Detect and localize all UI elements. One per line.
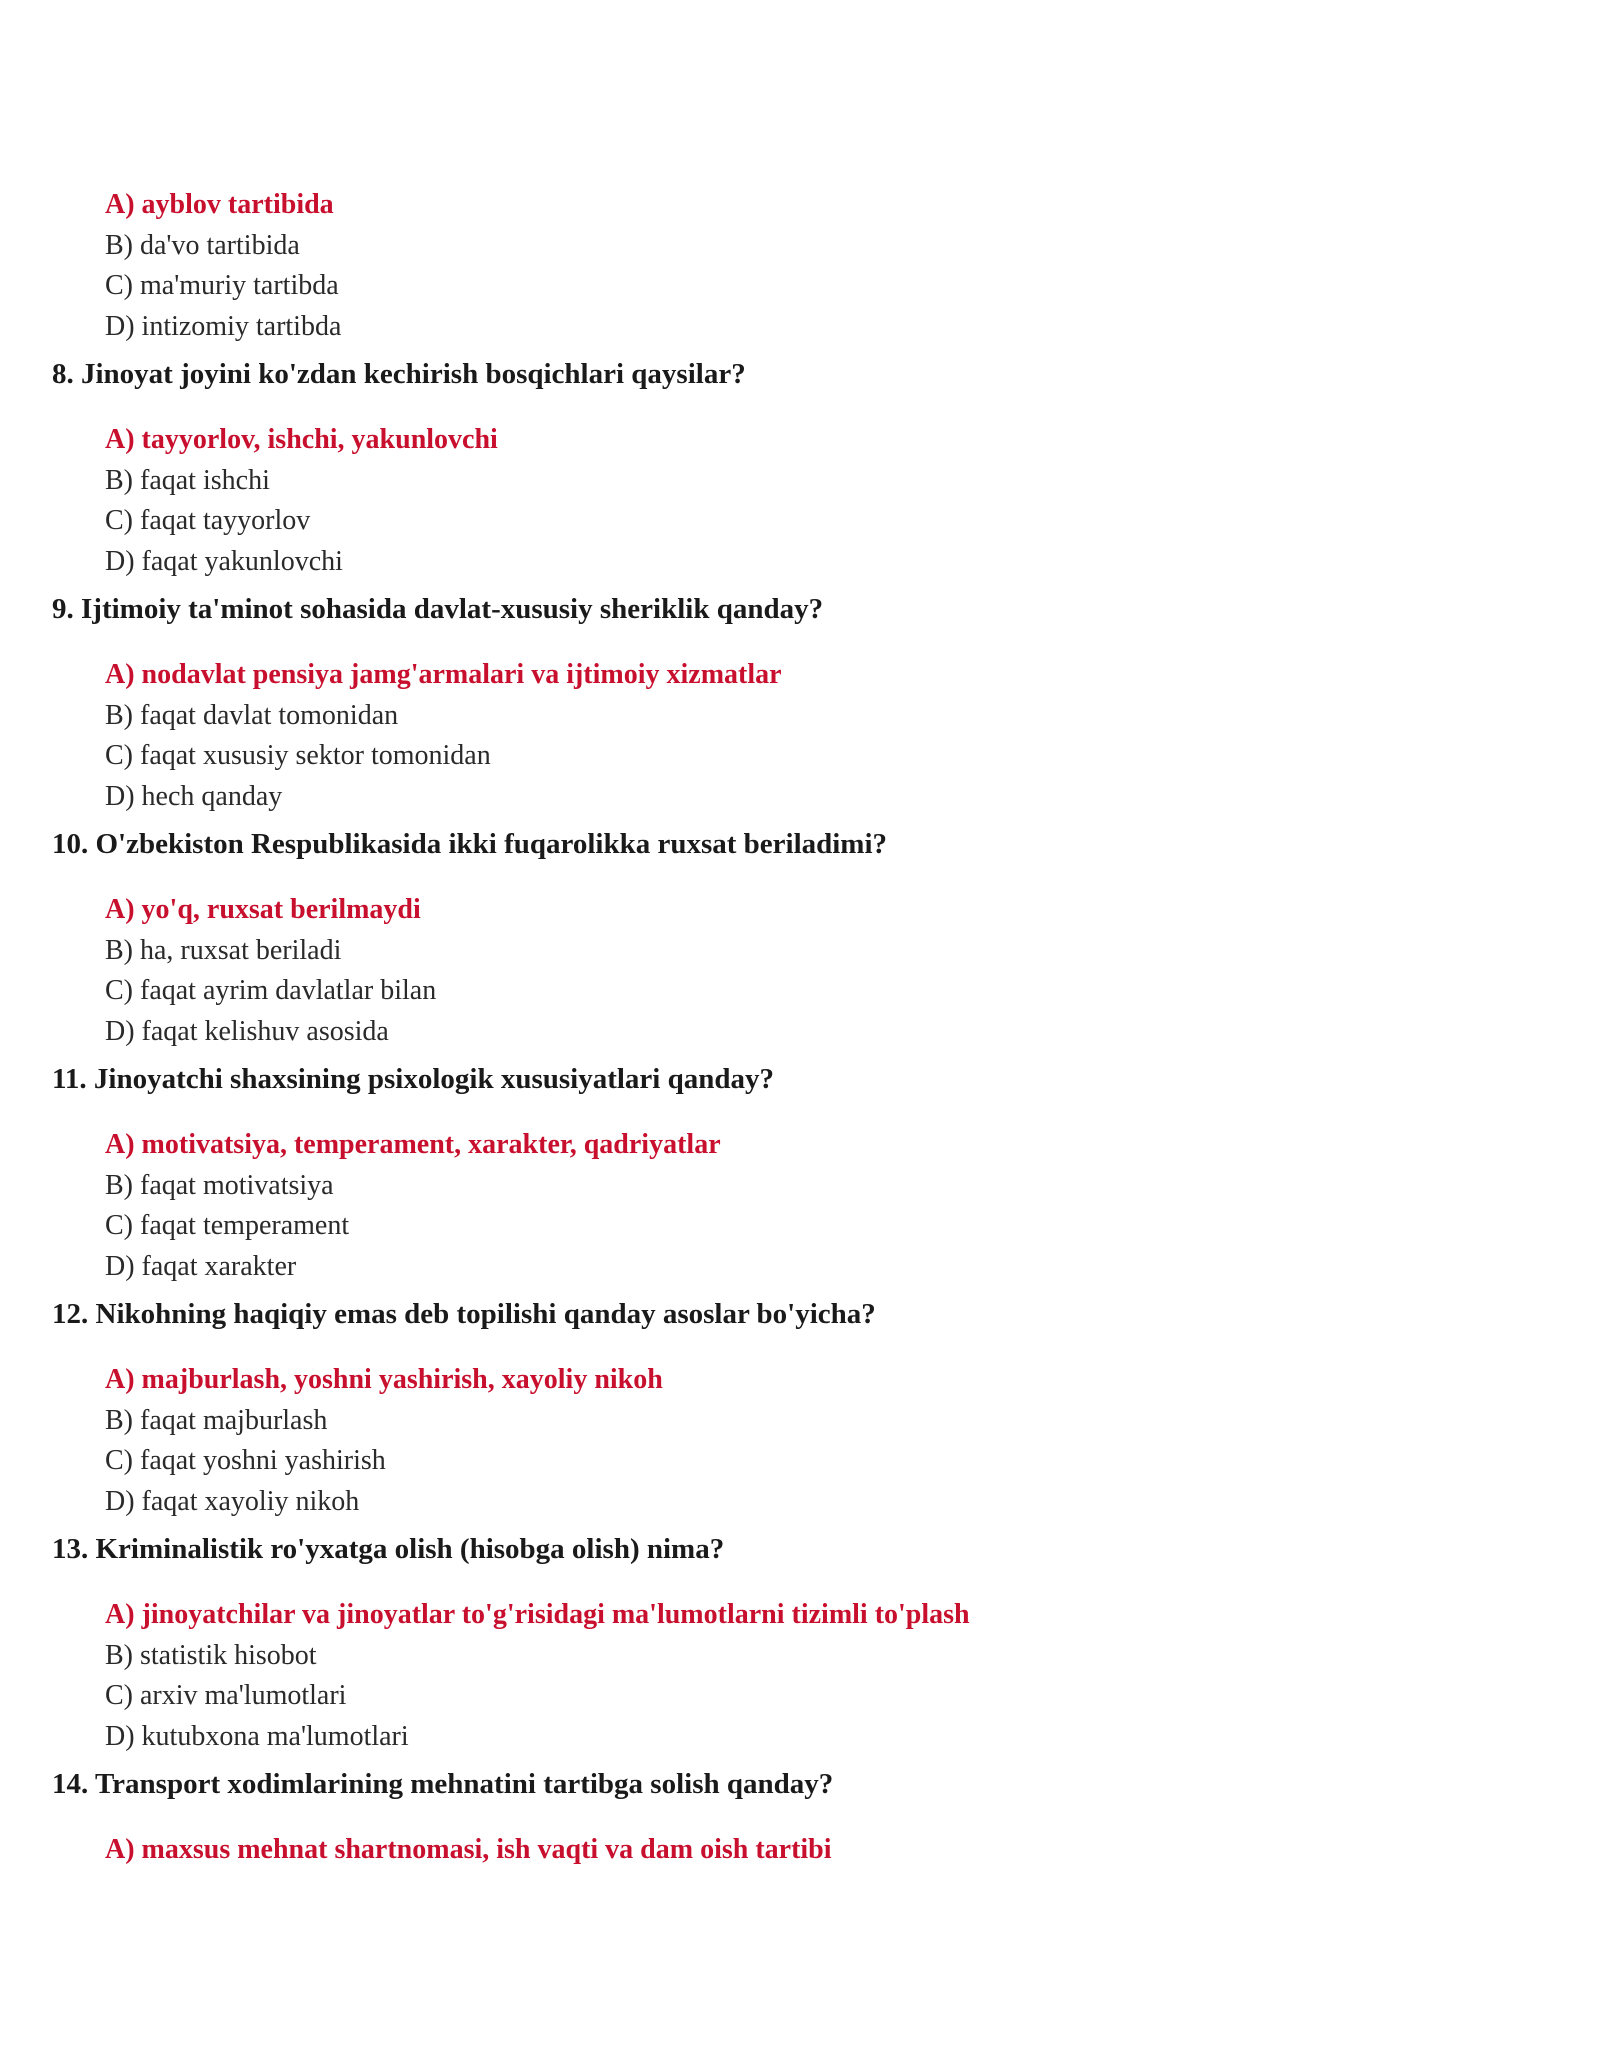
- option-correct: A) tayyorlov, ishchi, yakunlovchi: [105, 424, 498, 455]
- option: D) faqat yakunlovchi: [105, 546, 343, 577]
- option: C) faqat xususiy sektor tomonidan: [105, 740, 491, 771]
- option-correct: A) jinoyatchilar va jinoyatlar to'g'risidagi ma'lumotlarni tizimli to'plash: [105, 1599, 970, 1630]
- option: B) da'vo tartibida: [105, 230, 300, 261]
- option: C) arxiv ma'lumotlari: [105, 1680, 347, 1711]
- option: D) faqat xarakter: [105, 1251, 297, 1282]
- option: D) intizomiy tartibda: [105, 311, 342, 342]
- option: D) faqat xayoliy nikoh: [105, 1486, 360, 1517]
- option: C) faqat yoshni yashirish: [105, 1445, 386, 1476]
- question-title: 9. Ijtimoiy ta'minot sohasida davlat-xususiy sheriklik qanday?: [52, 593, 824, 625]
- option: B) statistik hisobot: [105, 1640, 317, 1671]
- option: B) faqat motivatsiya: [105, 1170, 334, 1201]
- option: B) faqat ishchi: [105, 465, 270, 496]
- option: C) faqat ayrim davlatlar bilan: [105, 975, 437, 1006]
- option-correct: A) maxsus mehnat shartnomasi, ish vaqti va dam oish tartibi: [105, 1834, 832, 1865]
- question-title: 10. O'zbekiston Respublikasida ikki fuqarolikka ruxsat beriladimi?: [52, 828, 888, 860]
- question-title: 13. Kriminalistik ro'yxatga olish (hisobga olish) nima?: [52, 1533, 725, 1565]
- option: B) faqat davlat tomonidan: [105, 700, 399, 731]
- question-title: 14. Transport xodimlarining mehnatini tartibga solish qanday?: [52, 1768, 834, 1800]
- option: C) faqat temperament: [105, 1210, 350, 1241]
- option: B) faqat majburlash: [105, 1405, 328, 1436]
- option-correct: A) ayblov tartibida: [105, 189, 334, 220]
- option-correct: A) nodavlat pensiya jamg'armalari va ijtimoiy xizmatlar: [105, 659, 782, 690]
- option: B) ha, ruxsat beriladi: [105, 935, 342, 966]
- option: C) ma'muriy tartibda: [105, 270, 339, 301]
- question-title: 11. Jinoyatchi shaxsining psixologik xususiyatlari qanday?: [52, 1063, 774, 1095]
- option: D) hech qanday: [105, 781, 283, 812]
- question-title: 8. Jinoyat joyini ko'zdan kechirish bosqichlari qaysilar?: [52, 358, 746, 390]
- option-correct: A) yo'q, ruxsat berilmaydi: [105, 894, 421, 925]
- option-correct: A) motivatsiya, temperament, xarakter, qadriyatlar: [105, 1129, 721, 1160]
- option: D) faqat kelishuv asosida: [105, 1016, 389, 1047]
- option: C) faqat tayyorlov: [105, 505, 311, 536]
- option: D) kutubxona ma'lumotlari: [105, 1721, 409, 1752]
- question-title: 12. Nikohning haqiqiy emas deb topilishi qanday asoslar bo'yicha?: [52, 1298, 876, 1330]
- option-correct: A) majburlash, yoshni yashirish, xayoliy nikoh: [105, 1364, 663, 1395]
